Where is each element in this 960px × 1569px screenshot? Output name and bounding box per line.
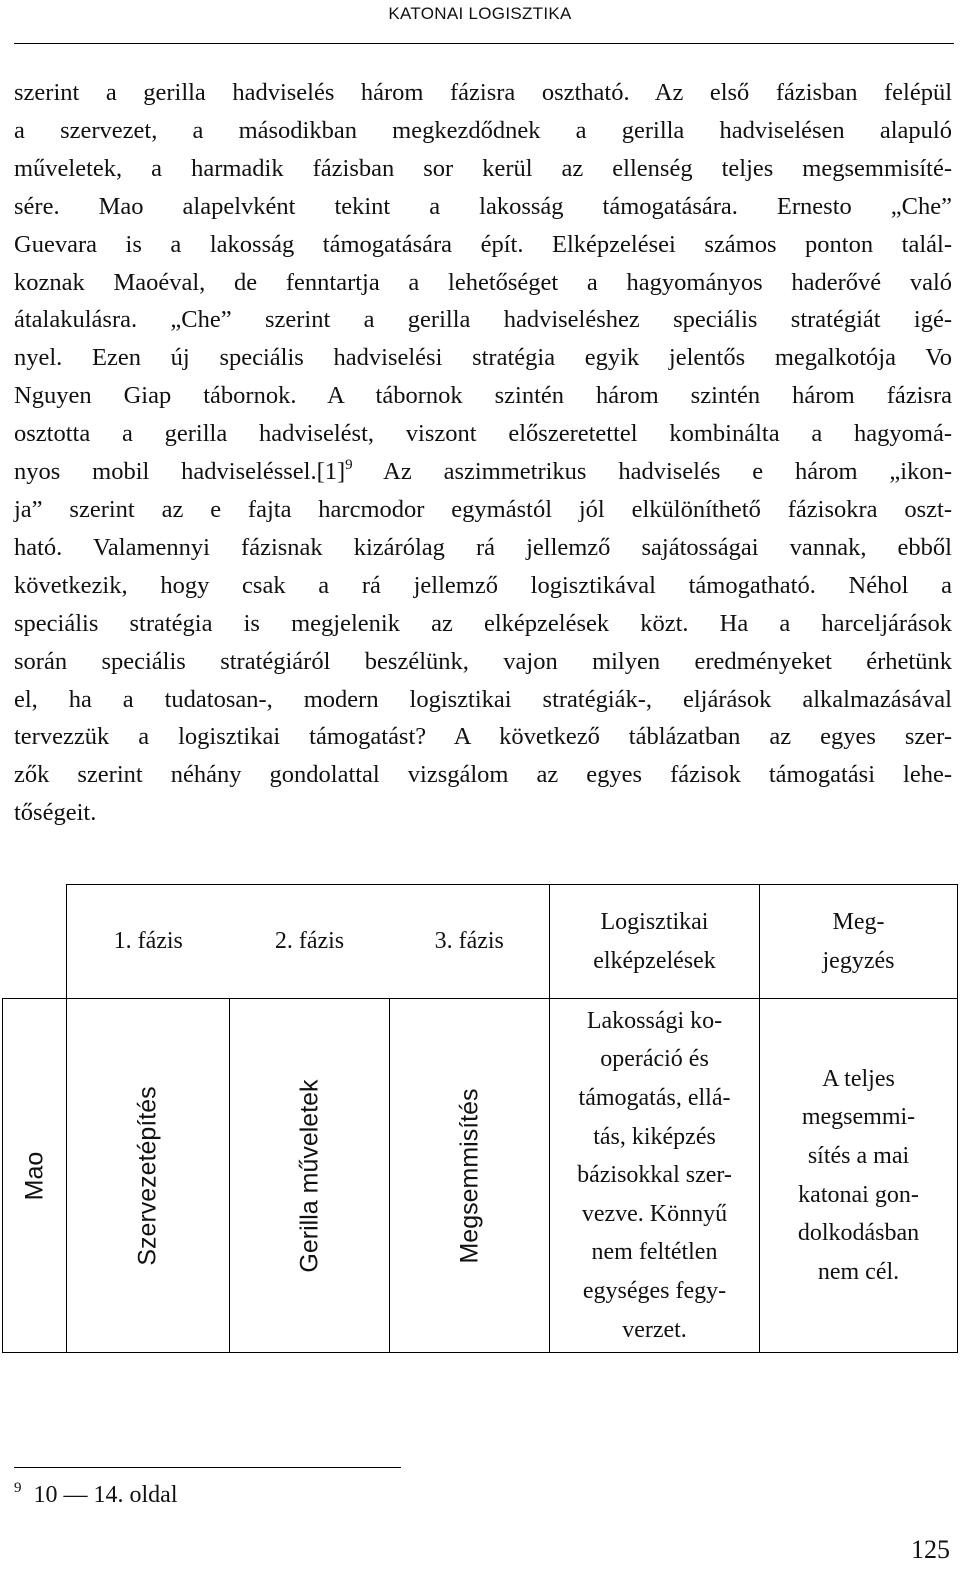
header-logistics-line: elképzelések (593, 947, 716, 974)
text-line: sére. Mao alapelvként tekint a lakosság támogatására. Ernesto „Che” (14, 192, 952, 220)
body-paragraph (14, 74, 952, 832)
page-number: 125 (911, 1535, 950, 1564)
note-line: dolkodásban (797, 1220, 920, 1247)
header-logistics-line: Logisztikai (600, 908, 709, 935)
text-segment: Az aszimmetrikus hadviselés e három „ikon- (352, 458, 952, 486)
phase2-label: Gerilla műveletek (295, 1078, 323, 1273)
logistics-line: Lakossági ko- (586, 1007, 723, 1034)
footnote-text: 10 — 14. oldal (33, 1482, 178, 1508)
note-line: nem cél. (817, 1258, 900, 1285)
text-line: következik, hogy csak a rá jellemző logisztikával támogatható. Néhol a (14, 571, 952, 599)
text-line: el, ha a tudatosan-, modern logisztikai stratégiák-, eljárások alkalmazásával (14, 685, 952, 713)
header-note-line: jegyzés (822, 947, 895, 974)
cell-note (760, 999, 958, 1353)
text-line: a szervezet, a másodikban megkezdődnek a gerilla hadviselésen alapuló (14, 116, 952, 144)
note-line: A teljes (822, 1065, 895, 1092)
text-line: tőségeit. (14, 799, 97, 827)
logistics-line: egységes fegy- (582, 1277, 727, 1304)
text-line: ja” szerint az e fajta harcmodor egymástól jól elkülöníthető fázisokra oszt- (14, 495, 952, 523)
author-label: Mao (20, 1151, 48, 1200)
logistics-line: tás, kiképzés (593, 1123, 716, 1150)
cell-author (3, 999, 67, 1353)
cell-phase2 (230, 999, 390, 1353)
header-logistics (550, 885, 760, 999)
table-row (3, 999, 958, 1353)
table-corner-cell (3, 885, 67, 999)
text-line: műveletek, a harmadik fázisban sor kerül az ellenség teljes megsemmisíté- (14, 154, 952, 182)
phase-table (2, 884, 958, 1353)
logistics-line: operáció és (600, 1046, 709, 1073)
text-line: átalakulásra. „Che” szerint a gerilla hadviseléshez speciális stratégiát igé- (14, 306, 952, 334)
text-line: nyel. Ezen új speciális hadviselési stratégia egyik jelentős megalkotója Vo (14, 344, 952, 372)
phase1-label: Szervezetépítés (133, 1085, 162, 1266)
header-note-line: Meg- (832, 908, 885, 935)
text-line-with-footnote (14, 453, 952, 491)
text-line: Guevara is a lakosság támogatására épít. Elképzelései számos ponton talál- (14, 230, 952, 258)
header-phase1: 1. fázis (67, 885, 230, 999)
note-line: katonai gon- (798, 1181, 919, 1208)
text-line: szerint a gerilla hadviselés három fázisra osztható. Az első fázisban felépül (14, 79, 952, 106)
note-line: megsemmi- (801, 1104, 916, 1131)
logistics-line: támogatás, ellá- (578, 1085, 731, 1112)
note-line: sítés a mai (807, 1142, 910, 1169)
logistics-line: nem feltétlen (591, 1239, 718, 1266)
header-note (760, 885, 958, 999)
logistics-line: bázisokkal szer- (577, 1162, 732, 1189)
header-phase2: 2. fázis (230, 885, 390, 999)
text-line: tervezzük a logisztikai támogatást? A következő táblázatban az egyes szer- (14, 723, 952, 751)
text-line: speciális stratégia is megjelenik az elképzelések közt. Ha a harceljárások (14, 609, 952, 637)
text-line: ható. Valamennyi fázisnak kizárólag rá jellemző sajátosságai vannak, ebből (14, 533, 952, 561)
cell-phase3 (390, 999, 550, 1353)
footnote (14, 1482, 178, 1509)
logistics-line: verzet. (622, 1316, 687, 1343)
phase3-label: Megsemmisítés (455, 1087, 483, 1264)
text-line: során speciális stratégiáról beszélünk, vajon milyen eredményeket érhetünk (14, 647, 952, 675)
footnote-reference[interactable]: 9 (345, 457, 353, 474)
footnote-number: 9 (14, 1480, 22, 1496)
header-phase3: 3. fázis (390, 885, 550, 999)
text-segment: nyos mobil hadviseléssel.[1] (14, 458, 346, 486)
text-line: zők szerint néhány gondolattal vizsgálom az egyes fázisok támogatási lehe- (14, 761, 952, 789)
table-header-row (3, 885, 958, 999)
cell-logistics (550, 999, 760, 1353)
logistics-line: vezve. Könnyű (581, 1200, 728, 1227)
header-rule (14, 43, 954, 44)
footnote-rule (14, 1467, 401, 1468)
text-line: Nguyen Giap tábornok. A tábornok szintén három szintén három fázisra (14, 382, 952, 410)
text-line: koznak Maoéval, de fenntartja a lehetőséget a hagyományos haderővé való (14, 268, 952, 296)
text-line: osztotta a gerilla hadviselést, viszont előszeretettel kombinálta a hagyomá- (14, 420, 952, 448)
running-header: KATONAI LOGISZTIKA (388, 4, 572, 23)
cell-phase1 (67, 999, 230, 1353)
